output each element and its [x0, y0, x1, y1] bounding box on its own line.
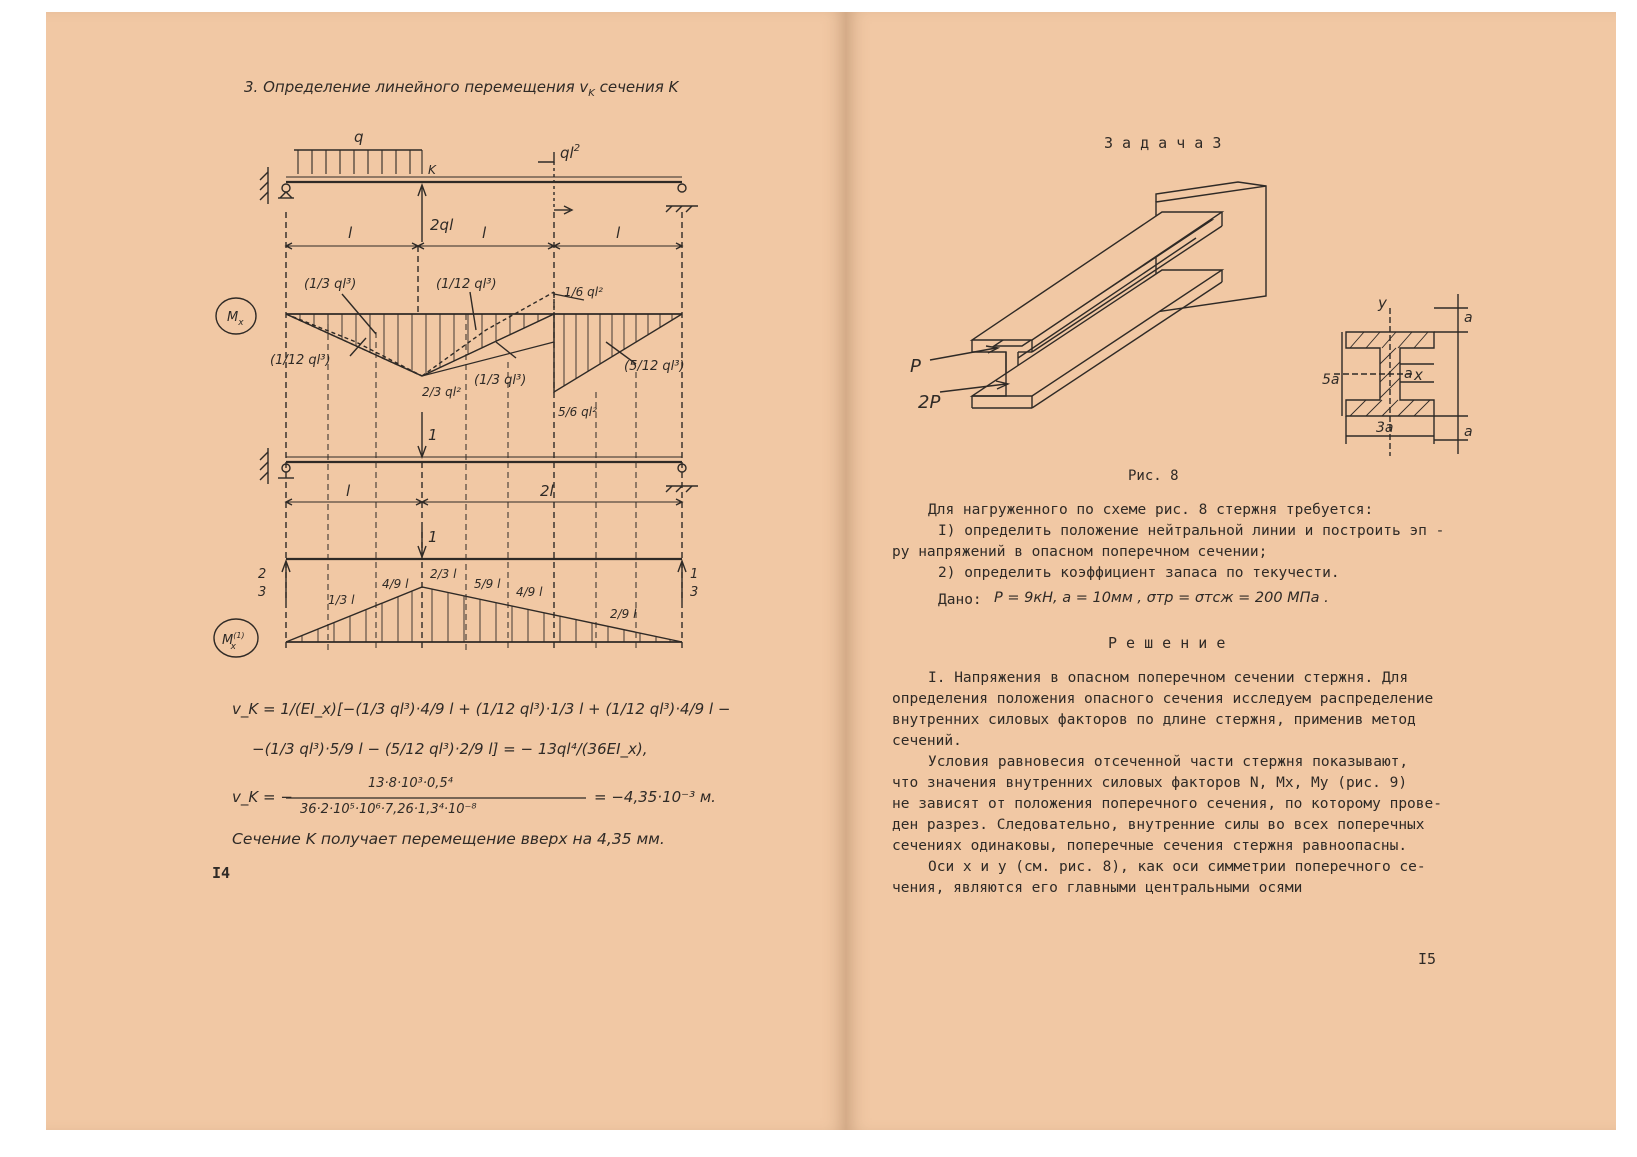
- dim-a-web: a: [1404, 366, 1413, 382]
- mx1-label: $M^{(1)}$ x: [222, 631, 245, 652]
- formula-2-result: = −4,35·10⁻³ м.: [594, 788, 716, 806]
- mx-label: $M_x$: [227, 310, 244, 328]
- dim-a-top: a: [1464, 310, 1473, 326]
- ordinate-59: 5/9 l: [474, 577, 501, 591]
- dim-3a: 3a: [1376, 420, 1394, 436]
- task-paragraph-2: I) определить положение нейтральной линии и построить эп -: [938, 523, 1445, 539]
- page-number-left: I4: [212, 864, 231, 882]
- force-2p-label: 2P: [918, 392, 941, 413]
- beam-diagrams: [46, 12, 846, 1130]
- span-2-label: l: [482, 224, 487, 242]
- formula-2-lhs: v_K = −: [232, 788, 293, 806]
- reaction-right-num: 1: [690, 567, 699, 582]
- k-label: K: [428, 163, 436, 177]
- unit-force-label: 1: [428, 426, 438, 444]
- reaction-left-den: 3: [258, 585, 267, 600]
- ordinate-49a: 4/9 l: [382, 577, 409, 591]
- reaction-right-den: 3: [690, 585, 699, 600]
- span-2l-label: 2l: [540, 482, 554, 500]
- solution-line-11: чения, являются его главными центральными осями: [892, 880, 1303, 896]
- moment-value-16: 1/6 ql²: [564, 285, 603, 299]
- unit-force-label-2: 1: [428, 528, 438, 546]
- span-l-label: l: [346, 482, 351, 500]
- moment-value-56: 5/6 ql²: [558, 405, 597, 419]
- span-3-label: l: [616, 224, 621, 242]
- page-number-right: I5: [1418, 950, 1437, 968]
- conclusion: Сечение K получает перемещение вверх на 4,35 мм.: [232, 830, 665, 848]
- task-paragraph-1: Для нагруженного по схеме рис. 8 стержня требуется:: [928, 502, 1374, 518]
- solution-line-1: I. Напряжения в опасном поперечном сечении стержня. Для: [928, 670, 1409, 686]
- solution-line-3: внутренних силовых факторов по длине стержня, применив метод: [892, 712, 1416, 728]
- task-paragraph-3: ру напряжений в опасном поперечном сечении;: [892, 544, 1268, 560]
- q-label: q: [354, 128, 364, 146]
- solution-line-5: Условия равновесия отсеченной части стержня показывают,: [928, 754, 1409, 770]
- ordinate-13: 1/3 l: [328, 593, 355, 607]
- moment-label: $ql^2$: [560, 143, 581, 162]
- solution-line-9: сечениях одинаковы, поперечные сечения стержня равноопасны.: [892, 838, 1408, 854]
- axis-y-label: y: [1378, 294, 1387, 312]
- reaction-left-num: 2: [258, 567, 267, 582]
- ordinate-29: 2/9 l: [610, 607, 637, 621]
- section-heading: 3. Определение линейного перемещения $v_K$ сечения K: [244, 78, 679, 99]
- solution-title: Р е ш е н и е: [1108, 634, 1226, 652]
- ordinate-23: 2/3 l: [430, 567, 457, 581]
- formula-line-2: −(1/3 ql³)·5/9 l − (5/12 ql³)·2/9 l] = − 13ql⁴/(36EI_x),: [252, 740, 648, 758]
- solution-line-6: что значения внутренних силовых факторов N, Mx, My (рис. 9): [892, 775, 1408, 791]
- solution-line-4: сечений.: [892, 733, 962, 749]
- area-label-3: (1/12 ql³): [270, 353, 331, 368]
- force-2ql-label: 2ql: [430, 216, 454, 234]
- formula-line-1: v_K = 1/(EI_x)[−(1/3 ql³)·4/9 l + (1/12 ql³)·1/3 l + (1/12 ql³)·4/9 l −: [232, 700, 731, 718]
- ordinate-49b: 4/9 l: [516, 585, 543, 599]
- solution-line-10: Оси x и y (см. рис. 8), как оси симметрии поперечного се-: [928, 859, 1426, 875]
- area-label-5: (5/12 ql³): [624, 359, 685, 374]
- moment-value-23: 2/3 ql²: [422, 385, 461, 399]
- formula-2-denominator: 36·2·10⁵·10⁶·7,26·1,3⁴·10⁻⁸: [300, 802, 477, 817]
- solution-line-2: определения положения опасного сечения исследуем распределение: [892, 691, 1434, 707]
- area-label-2: (1/12 ql³): [436, 277, 497, 292]
- area-label-1: (1/3 ql³): [304, 277, 357, 292]
- dim-a-bottom: a: [1464, 424, 1473, 440]
- force-p-label: P: [910, 356, 921, 377]
- axis-x-label: x: [1414, 366, 1423, 384]
- solution-line-7: не зависят от положения поперечного сечения, по которому прове-: [892, 796, 1442, 812]
- right-page: [846, 12, 1616, 1130]
- formula-2-numerator: 13·8·10³·0,5⁴: [368, 776, 453, 791]
- span-1-label: l: [348, 224, 353, 242]
- figure-caption: Рис. 8: [1128, 468, 1179, 484]
- given-values: P = 9кН, a = 10мм , σтр = σтсж = 200 МПа .: [994, 590, 1329, 606]
- task-title: З а д а ч а 3: [1104, 134, 1222, 152]
- area-label-4: (1/3 ql³): [474, 373, 527, 388]
- left-page: [46, 12, 846, 1130]
- task-paragraph-4: 2) определить коэффициент запаса по текучести.: [938, 565, 1340, 581]
- solution-line-8: ден разрез. Следовательно, внутренние силы во всех поперечных: [892, 817, 1425, 833]
- dim-5a: 5a: [1322, 372, 1340, 388]
- given-label: Дано:: [938, 592, 982, 608]
